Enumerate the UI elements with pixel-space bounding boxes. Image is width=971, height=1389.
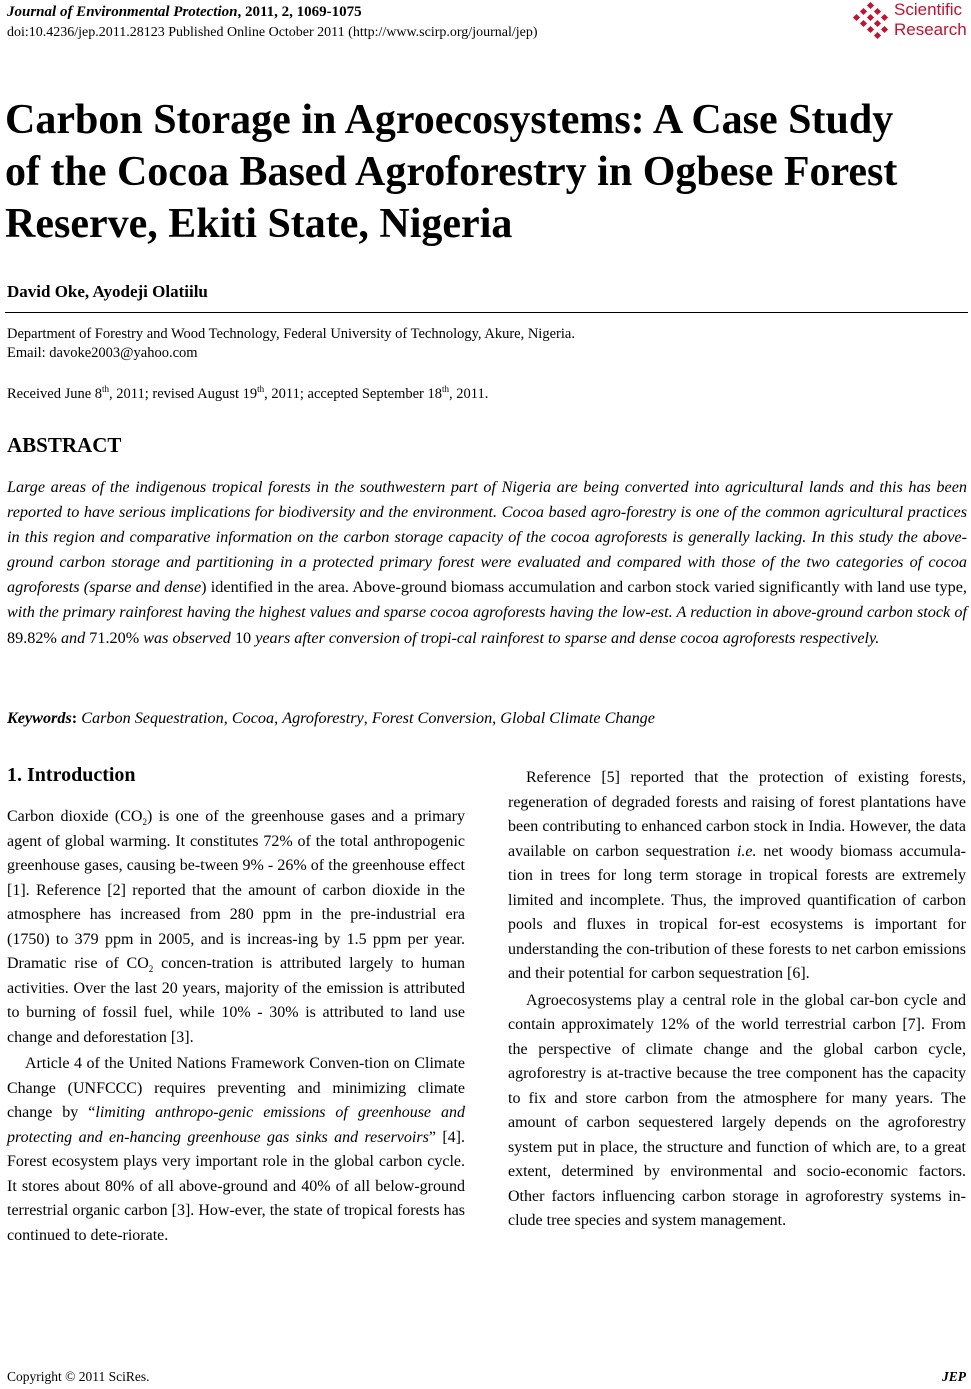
abstract-text: and (56, 628, 90, 647)
authors: David Oke, Ayodeji Olatiilu (7, 282, 208, 301)
paragraph-text: ) is one of the greenhouse gases and a primary agent of global warming. It constitutes 72% of the total anthropogenic greenhouse gases, causing be-tween 9% - 26% of the greenhouse effect [1]. Reference [2] reported that the amount of carbon dioxide in the atmosphere has increased from 280 ppm in the pre-industrial era (1750) to 379 ppm in 2005, and is increas-ing by 1.5 ppm per year. Dramatic rise of CO (7, 808, 465, 972)
abstract-number: 10 (234, 628, 252, 647)
ordinal-suffix: th (102, 384, 110, 395)
abstract-text: sparse and dense (89, 578, 202, 597)
paragraph-text: Carbon dioxide (CO (7, 808, 143, 825)
abstract-number: 71.20% (89, 628, 140, 647)
accepted-text: , 2011; accepted September 18 (264, 386, 442, 402)
section-heading: 1. Introduction (7, 764, 136, 786)
keyword-separator: , (274, 709, 283, 727)
paragraph-text: Article 4 of the United Nations Framework Conven-tion on Climate Change (UNFCCC) requires preventing and minimizing climate change by “ (7, 1055, 465, 1121)
subscript: 2 (142, 817, 147, 828)
journal-abbrev: JEP (941, 1369, 966, 1384)
keyword: Forest Conversion (371, 709, 493, 727)
journal-volume-pages: , 2011, 2, 1069-1075 (237, 4, 362, 20)
paragraph (7, 805, 465, 1050)
keywords (7, 708, 655, 728)
paragraph (508, 766, 966, 987)
paper-title (5, 94, 967, 250)
logo-text-line2: Research (894, 20, 967, 39)
received-text: Received June 8 (7, 386, 103, 402)
abstract-text: , (962, 578, 967, 597)
doi-line: doi:10.4236/jep.2011.28123 Published Online October 2011 (http://www.scirp.org/journal/jep) (7, 25, 538, 40)
keyword-separator: , (492, 709, 501, 727)
copyright: Copyright © 2011 SciRes. (7, 1369, 150, 1384)
email: Email: davoke2003@yahoo.com (7, 345, 198, 361)
abstract-text: years after conversion of tropi-cal rainforest to sparse and dense cocoa agroforests respectively. (251, 628, 880, 647)
affiliation-block (7, 325, 575, 363)
keyword: Cocoa (231, 709, 275, 727)
keyword-separator: , (223, 709, 232, 727)
italic-text: i.e. (736, 842, 757, 860)
paragraph-text: concen-tration is attributed largely to human activities. Over the last 20 years, majority of the emission is attributed to burning of fossil fuel, while 10% - 30% is attributed to land use change and deforestation [3]. (7, 955, 465, 1046)
keyword: Carbon Sequestration (81, 709, 224, 727)
subscript: 2 (148, 964, 154, 975)
keywords-label: Keywords (7, 709, 72, 727)
journal-name: Journal of Environmental Protection (7, 4, 238, 20)
abstract-body (7, 475, 967, 651)
logo-mark-icon (852, 2, 892, 42)
year-text: , 2011. (449, 386, 489, 402)
abstract-text: Large areas of the indigenous tropical forests in the southwestern part of Nigeria are being converted into agricultural lands and this has been reported to have serious implications for biodiversity and the environment. Cocoa based agro-forestry is one of the common agricultural practices in this region and comparative information on the carbon storage capacity of the cocoa agroforests is generally lacking. In this study the above-ground carbon storage and partitioning in a protected primary forest were evaluated and compared with those of the two categories of cocoa agroforests ( (7, 478, 967, 597)
journal-citation (7, 3, 362, 22)
paragraph (7, 1052, 465, 1248)
affiliation: Department of Forestry and Wood Technology, Federal University of Technology, Akure, Nigeria. (7, 326, 575, 342)
title-line: Reserve, Ekiti State, Nigeria (5, 201, 513, 247)
paragraph-text: net woody biomass accumula-tion in trees for long term storage in tropical forests are extremely limited and incomplete. Thus, the improved quantification of carbon pools and fluxes in tropical for-est ecosystems is important for understanding the con-tribution of these forests to net carbon emissions and their potential for carbon sequestration [6]. (508, 842, 966, 982)
publisher-logo (852, 0, 970, 42)
keyword: Agroforestry (282, 709, 364, 727)
title-line: Carbon Storage in Agroecosystems: A Case Study (5, 97, 894, 143)
ordinal-suffix: th (257, 384, 265, 395)
keyword: Global Climate Change (500, 709, 655, 727)
left-column (7, 805, 465, 1248)
paragraph: Agroecosystems play a central role in the global car-bon cycle and contain approximately 12% of the world terrestrial carbon [7]. From the perspective of climate change and the global carbon cycle, agroforestry is at-tractive because the tree component has the capacity to fix and store carbon from the atmosphere for many years. The amount of carbon sequestered largely depends on the agroforestry system put in place, the structure and function of which are, to a great extent, determined by environmental and socio-economic factors. Other factors influencing carbon storage in agroforestry systems in-clude tree species and system management. (508, 991, 966, 1229)
abstract-text: with the primary rainforest having the highest values and sparse cocoa agroforests having the low-est. A reduction in above-ground carbon stock of (7, 603, 967, 622)
paragraph-text: ” [4]. Forest ecosystem plays very important role in the global carbon cycle. It stores about 80% of all above-ground and 40% of all below-ground terrestrial organic carbon [3]. How-ever, the state of tropical forests has continued to dete-riorate. (7, 1128, 465, 1244)
quoted-text: limiting anthropo-genic emissions of greenhouse and protecting and en-hancing greenhouse gas sinks and reservoirs (7, 1104, 466, 1146)
revised-text: , 2011; revised August 19 (109, 386, 258, 402)
abstract-text: was observed (139, 628, 235, 647)
abstract-heading: ABSTRACT (7, 433, 122, 457)
abstract-number: 89.82% (7, 628, 57, 647)
keyword-separator: , (363, 709, 372, 727)
logo-text-line1: Scientific (894, 0, 963, 19)
ordinal-suffix: th (442, 384, 450, 395)
abstract-text: ) identified in the area. Above-ground biomass accumulation and carbon stock varied significantly with land use type (201, 578, 963, 597)
received-dates (7, 385, 488, 404)
title-line: of the Cocoa Based Agroforestry in Ogbese Forest (5, 149, 898, 195)
keywords-colon: : (71, 709, 82, 727)
divider (5, 312, 968, 313)
logo-wordmark (894, 0, 967, 40)
paragraph-text: Reference [5] reported that the protection of existing forests, regeneration of degraded forests and raising of forest plantations have been contributing to enhanced carbon stock in India. However, the data available on carbon sequestration (508, 769, 966, 860)
right-column (508, 766, 966, 1234)
